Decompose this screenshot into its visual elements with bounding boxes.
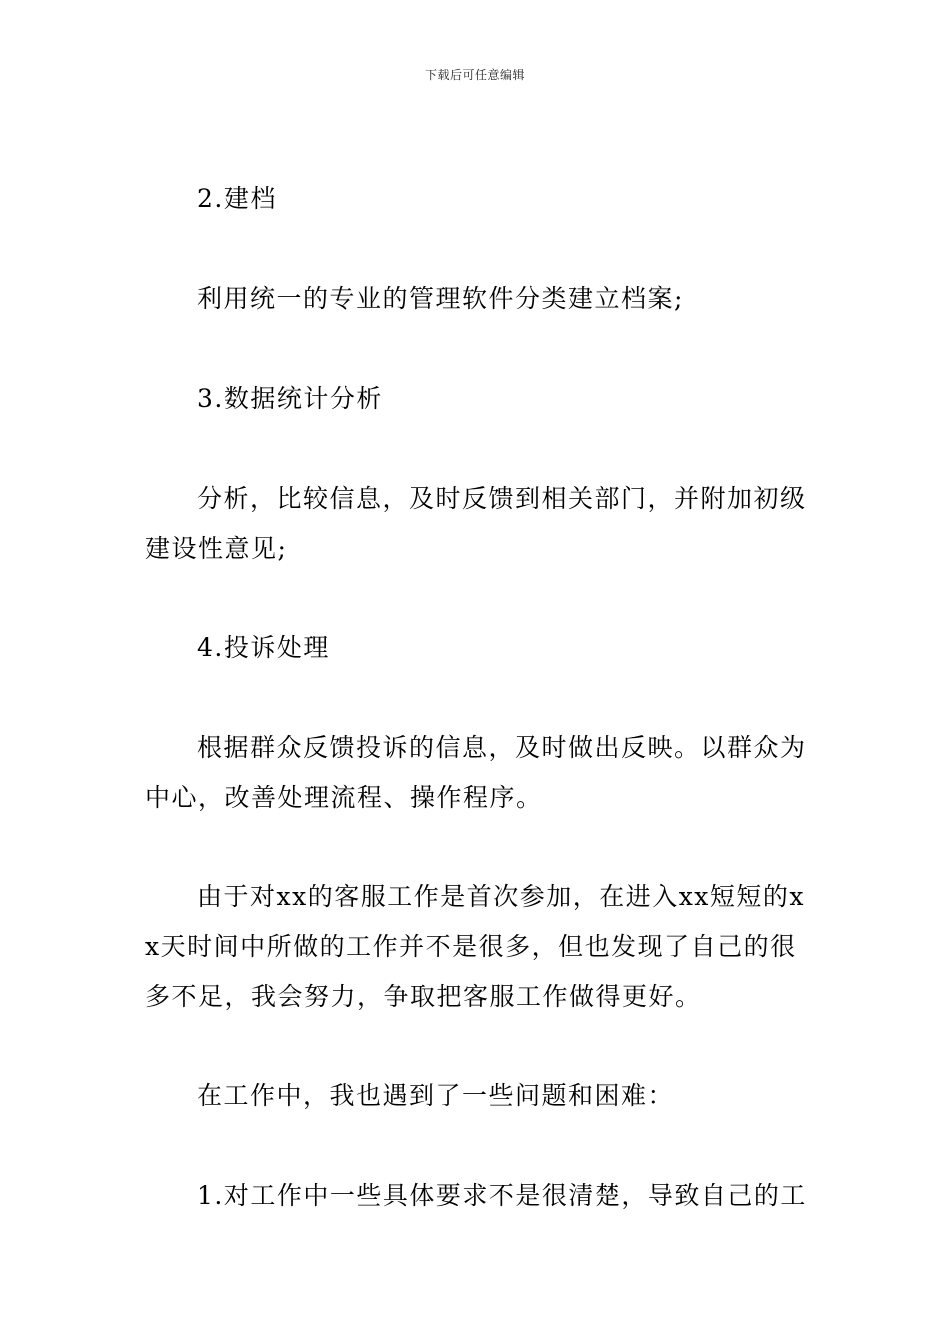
paragraph-problem-1: 1.对工作中一些具体要求不是很清楚，导致自己的工 [197, 1181, 807, 1210]
page-header-note: 下载后可任意编辑 [424, 68, 525, 82]
paragraph-problems-intro: 在工作中，我也遇到了一些问题和困难： [197, 1081, 675, 1110]
section-heading-complaints: 4.投诉处理 [197, 633, 330, 662]
paragraph-summary: 由于对xx的客服工作是首次参加，在进入xx短短的xx天时间中所做的工作并不是很多，但也发现了自己的很多不足，我会努力，争取把客服工作做得更好。 [145, 882, 805, 1011]
section-heading-archiving: 2.建档 [197, 184, 277, 213]
paragraph-archiving: 利用统一的专业的管理软件分类建立档案; [197, 284, 684, 313]
paragraph-complaints: 根据群众反馈投诉的信息，及时做出反映。以群众为中心，改善处理流程、操作程序。 [145, 733, 807, 812]
section-heading-statistics: 3.数据统计分析 [197, 384, 383, 413]
paragraph-statistics: 分析，比较信息，及时反馈到相关部门，并附加初级建设性意见; [145, 484, 807, 563]
